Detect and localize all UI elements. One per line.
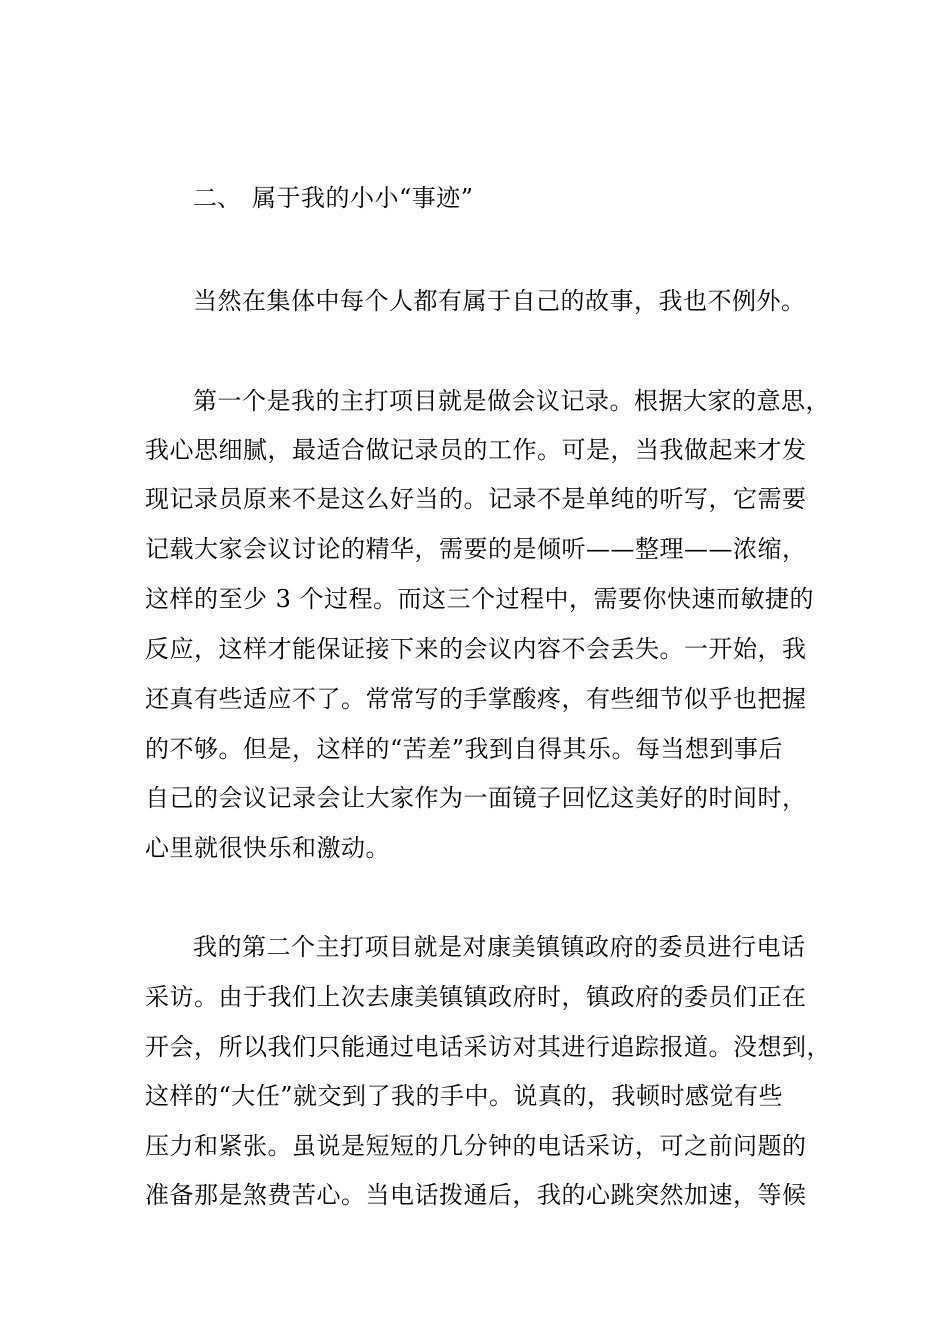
paragraph-line: 第一个是我的主打项目就是做会议记录。根据大家的意思， bbox=[193, 387, 830, 415]
paragraph-line: 记载大家会议讨论的精华，需要的是倾听——整理——浓缩， bbox=[145, 535, 807, 563]
section-title: 属于我的小小“事迹” bbox=[252, 184, 474, 212]
paragraph-line: 反应，这样才能保证接下来的会议内容不会丢失。一开始，我 bbox=[145, 635, 807, 663]
paragraph-line: 心里就很快乐和激动。 bbox=[145, 834, 390, 862]
section-number: 二、 bbox=[193, 184, 241, 212]
paragraph-line: 开会，所以我们只能通过电话采访对其进行追踪报道。没想到， bbox=[145, 1033, 831, 1061]
paragraph-line: 的不够。但是，这样的“苦差”我到自得其乐。每当想到事后 bbox=[145, 735, 784, 763]
paragraph-line: 我心思细腻，最适合做记录员的工作。可是，当我做起来才发 bbox=[145, 436, 807, 464]
paragraph-line: 这样的至少 3 个过程。而这三个过程中，需要你快速而敏捷的 bbox=[145, 585, 815, 613]
paragraph-line: 自己的会议记录会让大家作为一面镜子回忆这美好的时间时， bbox=[145, 784, 807, 812]
paragraph-line: 这样的“大任”就交到了我的手中。说真的，我顿时感觉有些 bbox=[145, 1082, 784, 1110]
paragraph-line: 采访。由于我们上次去康美镇镇政府时，镇政府的委员们正在 bbox=[145, 983, 807, 1011]
paragraph-line: 我的第二个主打项目就是对康美镇镇政府的委员进行电话 bbox=[193, 933, 806, 961]
paragraph-line: 还真有些适应不了。常常写的手掌酸疼，有些细节似乎也把握 bbox=[145, 685, 807, 713]
paragraph-line: 准备那是煞费苦心。当电话拨通后，我的心跳突然加速，等候 bbox=[145, 1181, 807, 1209]
paragraph-line: 现记录员原来不是这么好当的。记录不是单纯的听写，它需要 bbox=[145, 485, 807, 513]
paragraph-line: 压力和紧张。虽说是短短的几分钟的电话采访，可之前问题的 bbox=[145, 1132, 807, 1160]
intro-line: 当然在集体中每个人都有属于自己的故事，我也不例外。 bbox=[193, 287, 806, 315]
